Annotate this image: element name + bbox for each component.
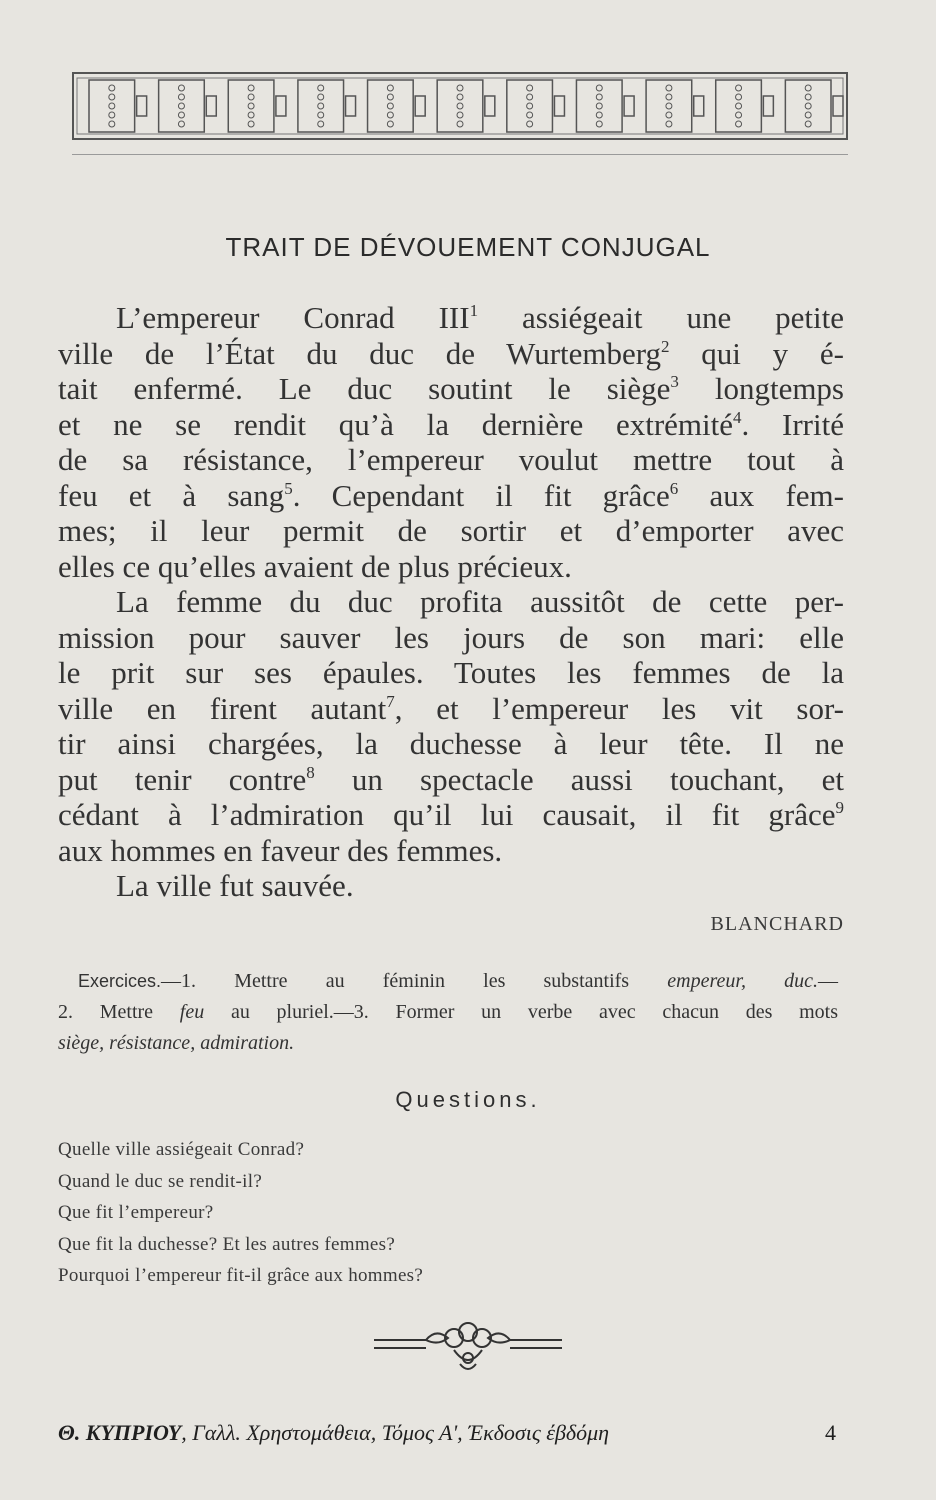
body-text-run: mes; il leur permit de sortir et d’emporter avec — [58, 513, 844, 548]
body-text-run: le prit sur ses épaules. Toutes les femmes de la — [58, 655, 844, 690]
question-item: Quelle ville assiégeait Conrad? — [58, 1139, 305, 1160]
exercises-block — [58, 966, 838, 1059]
footnote-marker: 3 — [670, 372, 679, 391]
questions-heading: Questions. — [395, 1087, 541, 1112]
body-line — [58, 549, 844, 585]
author-block — [58, 913, 844, 936]
author-name: BLANCHARD — [710, 913, 844, 935]
body-text-run: aux fem- — [678, 477, 844, 513]
exercises-line-3 — [58, 1028, 838, 1059]
body-text-run: ville en firent autant — [58, 690, 387, 726]
body-text-run: de sa résistance, l’empereur voulut mettre tout à — [58, 442, 844, 477]
body-text-run: ville de l’État du duc de Wurtemberg — [58, 335, 662, 371]
body-text-run: . Cependant il fit grâce — [292, 477, 670, 513]
question-item: Quand le duc se rendit-il? — [58, 1170, 263, 1192]
body-text — [58, 300, 844, 904]
page-number: 4 — [825, 1420, 836, 1445]
body-line — [58, 300, 844, 336]
page-footer — [58, 1420, 836, 1446]
body-line — [58, 371, 844, 407]
body-text-run: tir ainsi chargées, la duchesse à leur tête. Il ne — [58, 726, 844, 761]
question-item: Pourquoi l’empereur fit-il grâce aux hommes? — [58, 1265, 424, 1286]
body-line — [58, 478, 844, 514]
body-text-run: put tenir contre — [58, 761, 307, 797]
border-ornament-unit — [228, 80, 286, 132]
body-line — [58, 762, 844, 798]
body-line — [58, 726, 844, 762]
body-text-run: feu et à sang — [58, 477, 285, 513]
body-text-run: et ne se rendit qu’à la dernière extrémité — [58, 406, 734, 442]
footnote-marker: 4 — [733, 407, 742, 427]
exercises-label: Exercices. — [78, 971, 162, 991]
body-text-run: tait enfermé. Le duc soutint le siège — [58, 371, 671, 406]
body-text-run: longtemps — [678, 371, 844, 406]
footer-author: Θ. ΚΥΠΡΙΟΥ — [58, 1420, 182, 1445]
exercises-italic: feu — [179, 1001, 205, 1023]
footnote-marker: 6 — [669, 478, 679, 498]
body-text-run: elles ce qu’elles avaient de plus précieux. — [58, 548, 572, 584]
border-ornament-unit — [576, 80, 634, 132]
exercises-text: —1. Mettre au féminin les substantifs — [161, 970, 668, 992]
footnote-marker: 9 — [835, 798, 844, 817]
body-text-run: un spectacle aussi touchant, et — [314, 761, 844, 797]
border-ornament-unit — [368, 80, 426, 132]
floral-ornament-icon — [368, 1318, 568, 1378]
body-line — [58, 691, 844, 727]
body-text-run: La femme du duc profita aussitôt de cette per- — [116, 584, 844, 619]
body-text-run: cédant à l’admiration qu’il lui causait, il fit grâce — [58, 797, 836, 832]
body-line — [58, 513, 844, 549]
body-line — [58, 833, 844, 869]
question-item: Que fit la duchesse? Et les autres femmes? — [58, 1233, 396, 1255]
border-ornament-unit — [298, 80, 356, 132]
border-ornament-unit — [159, 80, 217, 132]
questions-list — [58, 1134, 818, 1292]
decorative-border-band — [72, 70, 848, 142]
body-text-run: mission pour sauver les jours de son mari: elle — [58, 619, 844, 655]
border-ornament-unit — [507, 80, 565, 132]
footer-citation: , Γαλλ. Χρηστομάθεια, Τόμος Α', Έκδοσις έβδόμη — [181, 1420, 610, 1445]
exercises-line-2 — [58, 997, 838, 1028]
body-text-run: assiégeait une petite — [478, 300, 844, 335]
footnote-marker: 1 — [469, 301, 479, 320]
body-line — [58, 584, 844, 620]
body-line — [58, 407, 844, 443]
exercises-line-1 — [58, 966, 838, 997]
page-title: TRAIT DE DÉVOUEMENT CONJUGAL — [225, 232, 711, 262]
exercises-text: — — [818, 970, 839, 992]
body-text-run: , et l’empereur les vit sor- — [394, 690, 844, 726]
body-line — [58, 655, 844, 691]
exercises-italic: empereur, duc. — [667, 970, 819, 992]
body-line — [58, 620, 844, 656]
body-line — [58, 868, 844, 904]
body-line — [58, 336, 844, 372]
footnote-marker: 7 — [386, 691, 395, 711]
border-ornament-unit — [785, 80, 843, 132]
body-line — [58, 797, 844, 833]
body-text-run: aux hommes en faveur des femmes. — [58, 832, 503, 868]
footnote-marker: 5 — [284, 478, 293, 498]
footnote-marker: 2 — [661, 336, 670, 356]
border-ornament-unit — [646, 80, 704, 132]
exercises-italic: siège, résistance, admiration. — [58, 1032, 295, 1054]
body-text-run: La ville fut sauvée. — [116, 868, 354, 903]
question-item: Que fit l’empereur? — [58, 1202, 214, 1223]
body-text-run: . Irrité — [741, 406, 844, 442]
border-ornament-unit — [716, 80, 774, 132]
exercises-text: 2. Mettre — [58, 1001, 180, 1023]
body-text-run: L’empereur Conrad III — [116, 300, 470, 335]
exercises-text: au pluriel.—3. Former un verbe avec chacun des mots — [204, 1001, 838, 1023]
footnote-marker: 8 — [306, 762, 315, 782]
border-ornament-unit — [89, 80, 147, 132]
border-rule — [72, 154, 848, 155]
border-ornament-unit — [437, 80, 495, 132]
body-text-run: qui y é- — [669, 335, 844, 371]
body-line — [58, 442, 844, 478]
